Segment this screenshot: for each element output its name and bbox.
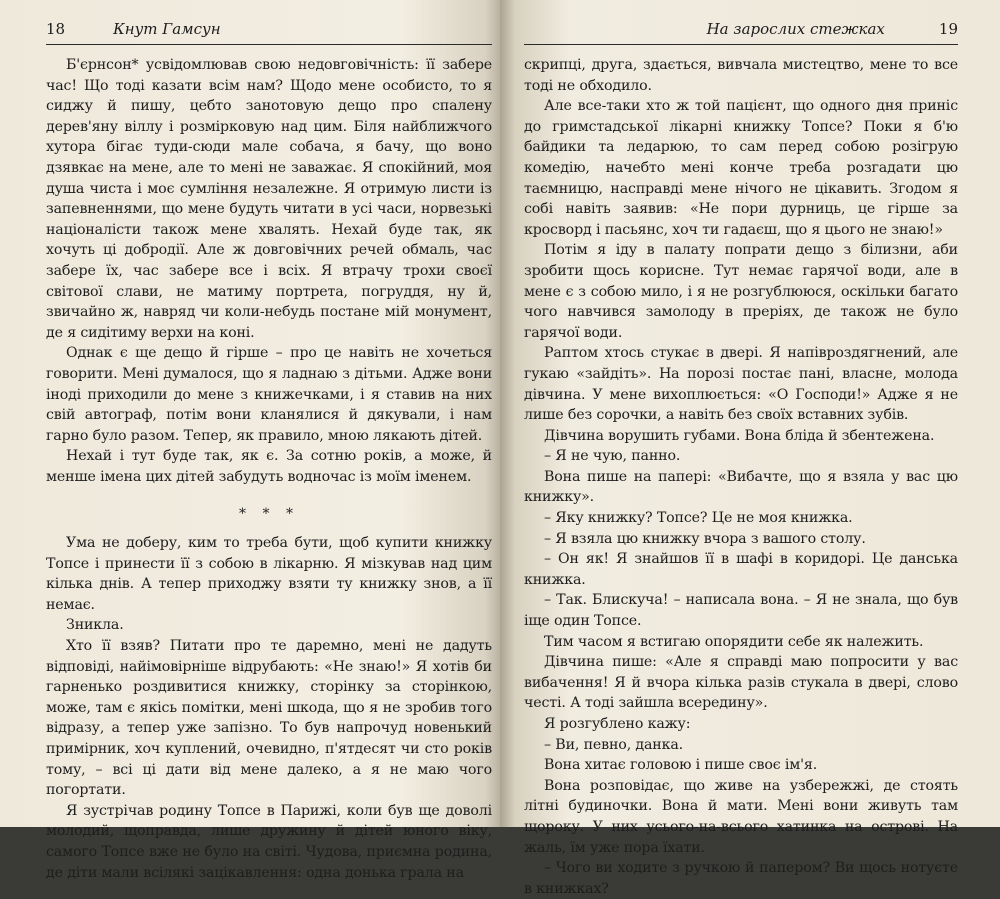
left-page [0, 0, 500, 881]
paragraph: Ума не доберу, ким то треба бути, щоб купити книжку Топсе і принести її з собою в лікарню. Я мізкував над цим кілька днів. А тепер приходжу взяти ту книжку знов, а її немає. [46, 535, 492, 613]
dialogue-line: – Чого ви ходите з ручкою й папером? Ви щось нотуєте в книжках? [524, 860, 958, 897]
right-page-number: 19 [938, 20, 958, 38]
paragraph: Нехай і тут буде так, як є. За сотню років, а може, й менше імена цих дітей забудуть водночас із моїм іменем. [46, 448, 492, 485]
dialogue-line: – Он як! Я знайшов її в шафі в коридорі. Це данська книжка. [524, 551, 958, 588]
paragraph: Однак є ще дещо й гірше – про це навіть не хочеться говорити. Мені думалося, що я ладнаю з дітьми. Адже вони іноді приходили до мене з книжечками, і я ставив на них свій автограф, потім вони кланялися й дякували, і нам гарно було разом. Тепер, як правило, мною лякають дітей. [46, 345, 492, 444]
right-page [500, 0, 1000, 897]
dialogue-line: – Ви, певно, данка. [544, 736, 683, 753]
dialogue-line: – Яку книжку? Топсе? Це не моя книжка. [544, 510, 853, 527]
paragraph: Зникла. [66, 617, 124, 634]
paragraph: Потім я іду в палату попрати дещо з білизни, аби зробити щось корисне. Тут немає гарячої води, але в мене є з собою мило, і я не розгублююся, оскільки багато чого навчився замолоду в преріях, де також не було гарячої води. [524, 242, 958, 341]
left-page-number: 18 [46, 20, 66, 38]
paragraph: Хто її взяв? Питати про те даремно, мені не дадуть відповіді, найімовірніше відрубають: «Не знаю!» Я хотів би гарненько роздивитися книжку, сторінку за сторінкою, може, там є якісь помітки, мені шкода, що я не зробив того відразу, а тепер уже запізно. То був напрочуд новенький примірник, хоч куплений, очевидно, п'ятдесят чи сто років тому, – всі ці дати від мене далеко, а я не маю чого погортати. [46, 638, 492, 799]
paragraph: Я розгублено кажу: [544, 716, 691, 732]
section-break: * * * [239, 506, 299, 523]
dialogue-line: – Я взяла цю книжку вчора з вашого столу. [544, 530, 866, 547]
left-running-head [46, 20, 492, 45]
dialogue-line: – Я не чую, панно. [544, 448, 681, 465]
paragraph: Вона хитає головою і пише своє ім'я. [544, 757, 818, 774]
right-running-title: На зарослих стежках [706, 20, 885, 38]
paragraph: Я зустрічав родину Топсе в Парижі, коли був ще доволі молодий, щоправда, лише дружину й дітей юного віку, самого Топсе вже не було на світі. Чудова, приємна родина, де діти мали всілякі зацікавлення: одна донька грала на [46, 802, 492, 881]
right-running-head [524, 20, 958, 45]
paragraph: Але все-таки хто ж той пацієнт, що одного дня приніс до гримстадської лікарні книжку Топсе? Поки я б'ю байдики та ледарюю, то сам перед собою розігрую комедію, начебто мені конче треба розгадати цю таємницю, насправді мене нічого не цікавить. Згодом я собі навіть заявив: «Не пори дурниць, це гірше за кросворд і пасьянс, хоч ти гадаєш, що я цього не знаю!» [524, 98, 958, 238]
right-body-text [524, 55, 958, 899]
paragraph: Дівчина ворушить губами. Вона бліда й збентежена. [544, 427, 935, 444]
paragraph: Вона пише на папері: «Вибачте, що я взяла у вас цю книжку». [524, 468, 958, 506]
paragraph: Раптом хтось стукає в двері. Я напівроздягнений, але гукаю «зайдіть». На порозі постає пані, власне, молода дівчина. У мене вихоплюється: «О Господи!» Адже я не лише без сорочки, а навіть без своїх вставних зубів. [524, 345, 958, 424]
paragraph: Вона розповідає, що живе на узбережжі, де стоять літні будиночки. Вона й мати. Мені вони живуть там щороку. У них усього-на-всього хатинка на острові. На жаль, їм уже пора їхати. [524, 777, 958, 856]
left-body-text [46, 55, 492, 883]
left-running-title: Кнут Гамсун [113, 20, 221, 38]
paragraph: Дівчина пише: «Але я справді маю попросити у вас вибачення! Я й вчора кілька разів стукала в двері, слово честі. А тоді зайшла всередину». [524, 654, 958, 712]
paragraph: скрипці, друга, здається, вивчала мистецтво, мене то все тоді не обходило. [524, 57, 958, 94]
paragraph: Тим часом я встигаю опорядити себе як належить. [544, 633, 924, 650]
paragraph: Б'єрнсон* усвідомлював свою недовговічність: її забере час! Що тоді казати всім нам? Щодо мене особисто, то я сиджу й пишу, цебто занотовую дещо про спалену дерев'яну віллу і розмірковую над цим. Біля найближчого хутора бігає туди-сюди мале собача, я бачу, що воно дзявкає на мене, але то мені не заважає. Я спокійний, моя душа чиста і моє сумління незалежне. Я отримую листи із запевненнями, що мене будуть читати в усі часи, норвезькі націоналісти також мене хвалять. Нехай буде так, як хочуть ці добродії. Але ж довговічних речей обмаль, час забере їх, час забере все і всіх. Я втрачу трохи своєї світової слави, не матиму портрета, погруддя, ну й, звичайно ж, навряд чи коли-небудь постане мій монумент, де я сидітиму верхи на коні. [46, 57, 492, 341]
dialogue-line: – Так. Блискуча! – написала вона. – Я не знала, що був іще один Топсе. [524, 592, 958, 630]
